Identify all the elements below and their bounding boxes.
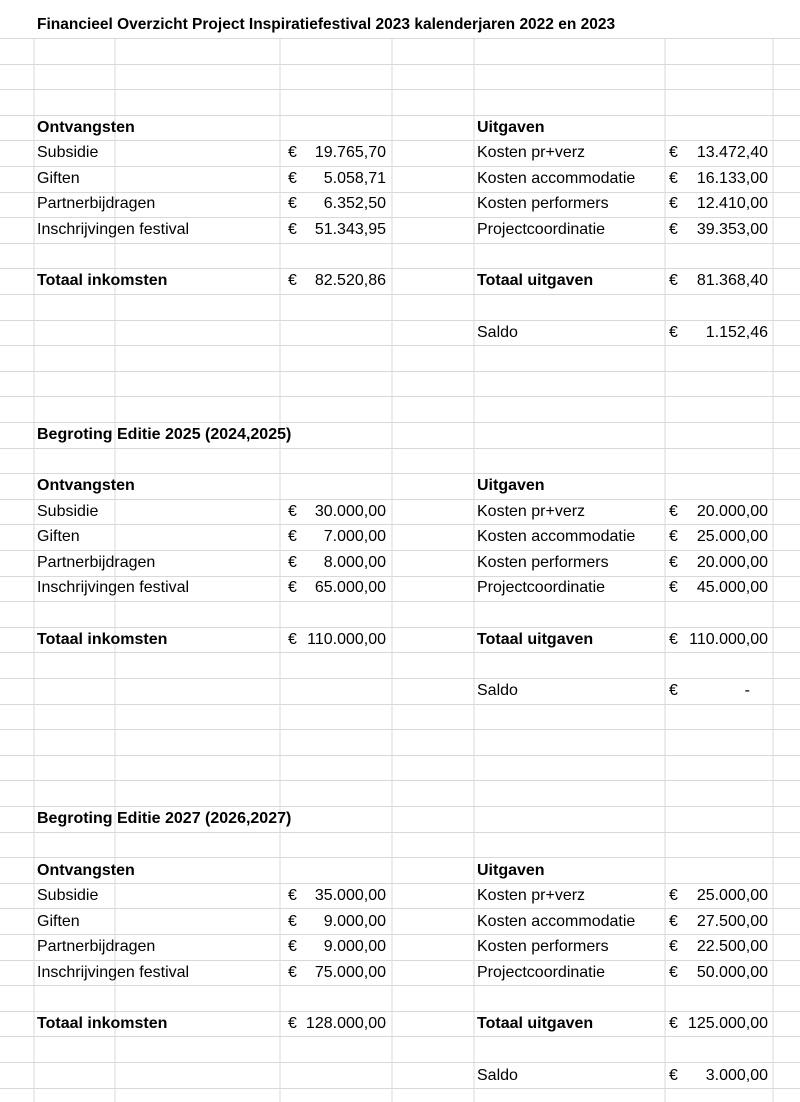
income-total-label[interactable]: Totaal inkomsten — [37, 631, 168, 648]
currency-symbol: € — [288, 938, 297, 955]
income-total-amount[interactable]: 110.000,00 — [307, 631, 386, 648]
expense-amount[interactable]: 50.000,00 — [696, 964, 768, 981]
income-label[interactable]: Subsidie — [37, 503, 99, 520]
income-label[interactable]: Inschrijvingen festival — [37, 221, 190, 238]
currency-symbol: € — [669, 272, 678, 289]
income-header[interactable]: Ontvangsten — [37, 477, 135, 494]
expense-total-label[interactable]: Totaal uitgaven — [477, 1015, 594, 1032]
currency-symbol: € — [669, 1015, 678, 1032]
income-label[interactable]: Partnerbijdragen — [37, 554, 156, 571]
income-total-amount[interactable]: 128.000,00 — [305, 1015, 386, 1032]
expense-total-amount[interactable]: 125.000,00 — [687, 1015, 768, 1032]
currency-symbol: € — [669, 144, 678, 161]
income-amount[interactable]: 19.765,70 — [314, 144, 386, 161]
expense-label[interactable]: Projectcoordinatie — [477, 579, 606, 596]
currency-symbol: € — [669, 964, 678, 981]
saldo-label[interactable]: Saldo — [477, 1067, 518, 1084]
expense-label[interactable]: Kosten accommodatie — [477, 528, 636, 545]
income-label[interactable]: Subsidie — [37, 887, 99, 904]
expense-total-amount[interactable]: 81.368,40 — [696, 272, 768, 289]
expense-label[interactable]: Kosten accommodatie — [477, 913, 636, 930]
expense-amount[interactable]: 27.500,00 — [696, 913, 768, 930]
income-amount[interactable]: 8.000,00 — [323, 554, 386, 571]
income-label[interactable]: Giften — [37, 913, 80, 930]
income-amount[interactable]: 5.058,71 — [323, 170, 386, 187]
currency-symbol: € — [288, 1015, 297, 1032]
currency-symbol: € — [669, 324, 678, 341]
currency-symbol: € — [669, 195, 678, 212]
section-heading[interactable]: Begroting Editie 2025 (2024,2025) — [37, 426, 292, 443]
currency-symbol: € — [288, 579, 297, 596]
expense-label[interactable]: Kosten performers — [477, 938, 609, 955]
income-label[interactable]: Partnerbijdragen — [37, 195, 156, 212]
expense-amount[interactable]: 20.000,00 — [696, 554, 768, 571]
currency-symbol: € — [288, 887, 297, 904]
currency-symbol: € — [288, 964, 297, 981]
currency-symbol: € — [669, 503, 678, 520]
expense-amount[interactable]: 16.133,00 — [696, 170, 768, 187]
saldo-amount[interactable]: 1.152,46 — [705, 324, 768, 341]
income-amount[interactable]: 9.000,00 — [323, 938, 386, 955]
expense-label[interactable]: Kosten performers — [477, 554, 609, 571]
expense-label[interactable]: Projectcoordinatie — [477, 221, 606, 238]
currency-symbol: € — [669, 579, 678, 596]
expense-label[interactable]: Kosten pr+verz — [477, 503, 586, 520]
expense-amount[interactable]: 12.410,00 — [696, 195, 768, 212]
currency-symbol: € — [669, 554, 678, 571]
income-header[interactable]: Ontvangsten — [37, 119, 135, 136]
currency-symbol: € — [288, 631, 297, 648]
currency-symbol: € — [669, 1067, 678, 1084]
expense-amount[interactable]: 22.500,00 — [696, 938, 768, 955]
expense-header[interactable]: Uitgaven — [477, 477, 545, 494]
currency-symbol: € — [669, 887, 678, 904]
expense-amount[interactable]: 20.000,00 — [696, 503, 768, 520]
expense-header[interactable]: Uitgaven — [477, 862, 545, 879]
expense-amount[interactable]: 39.353,00 — [696, 221, 768, 238]
income-amount[interactable]: 7.000,00 — [323, 528, 386, 545]
currency-symbol: € — [288, 170, 297, 187]
currency-symbol: € — [288, 554, 297, 571]
currency-symbol: € — [669, 682, 678, 699]
income-amount[interactable]: 30.000,00 — [314, 503, 386, 520]
currency-symbol: € — [669, 631, 678, 648]
currency-symbol: € — [288, 272, 297, 289]
income-label[interactable]: Inschrijvingen festival — [37, 579, 190, 596]
currency-symbol: € — [288, 195, 297, 212]
saldo-label[interactable]: Saldo — [477, 324, 518, 341]
income-total-label[interactable]: Totaal inkomsten — [37, 272, 168, 289]
sheet-title[interactable]: Financieel Overzicht Project Inspiratiefestival 2023 kalenderjaren 2022 en 2023 — [37, 16, 616, 33]
income-label[interactable]: Subsidie — [37, 144, 99, 161]
expense-total-label[interactable]: Totaal uitgaven — [477, 272, 594, 289]
section-heading[interactable]: Begroting Editie 2027 (2026,2027) — [37, 810, 292, 827]
income-amount[interactable]: 35.000,00 — [314, 887, 386, 904]
currency-symbol: € — [669, 170, 678, 187]
income-amount[interactable]: 9.000,00 — [323, 913, 386, 930]
income-label[interactable]: Giften — [37, 528, 80, 545]
currency-symbol: € — [288, 528, 297, 545]
saldo-amount[interactable]: 3.000,00 — [705, 1067, 768, 1084]
saldo-label[interactable]: Saldo — [477, 682, 518, 699]
income-header[interactable]: Ontvangsten — [37, 862, 135, 879]
expense-label[interactable]: Kosten pr+verz — [477, 887, 586, 904]
income-total-amount[interactable]: 82.520,86 — [314, 272, 386, 289]
income-total-label[interactable]: Totaal inkomsten — [37, 1015, 168, 1032]
income-label[interactable]: Giften — [37, 170, 80, 187]
income-amount[interactable]: 6.352,50 — [323, 195, 386, 212]
expense-amount[interactable]: 13.472,40 — [696, 144, 768, 161]
expense-label[interactable]: Kosten accommodatie — [477, 170, 636, 187]
currency-symbol: € — [288, 144, 297, 161]
expense-total-amount[interactable]: 110.000,00 — [689, 631, 768, 648]
expense-header[interactable]: Uitgaven — [477, 119, 545, 136]
expense-label[interactable]: Projectcoordinatie — [477, 964, 606, 981]
currency-symbol: € — [669, 221, 678, 238]
currency-symbol: € — [669, 938, 678, 955]
expense-label[interactable]: Kosten performers — [477, 195, 609, 212]
currency-symbol: € — [669, 528, 678, 545]
saldo-amount[interactable]: - — [744, 682, 750, 699]
income-label[interactable]: Inschrijvingen festival — [37, 964, 190, 981]
expense-amount[interactable]: 45.000,00 — [696, 579, 768, 596]
expense-amount[interactable]: 25.000,00 — [696, 528, 768, 545]
income-amount[interactable]: 51.343,95 — [314, 221, 386, 238]
income-amount[interactable]: 75.000,00 — [314, 964, 386, 981]
income-amount[interactable]: 65.000,00 — [314, 579, 386, 596]
currency-symbol: € — [288, 503, 297, 520]
currency-symbol: € — [669, 913, 678, 930]
expense-amount[interactable]: 25.000,00 — [696, 887, 768, 904]
expense-label[interactable]: Kosten pr+verz — [477, 144, 586, 161]
currency-symbol: € — [288, 913, 297, 930]
currency-symbol: € — [288, 221, 297, 238]
income-label[interactable]: Partnerbijdragen — [37, 938, 156, 955]
expense-total-label[interactable]: Totaal uitgaven — [477, 631, 594, 648]
